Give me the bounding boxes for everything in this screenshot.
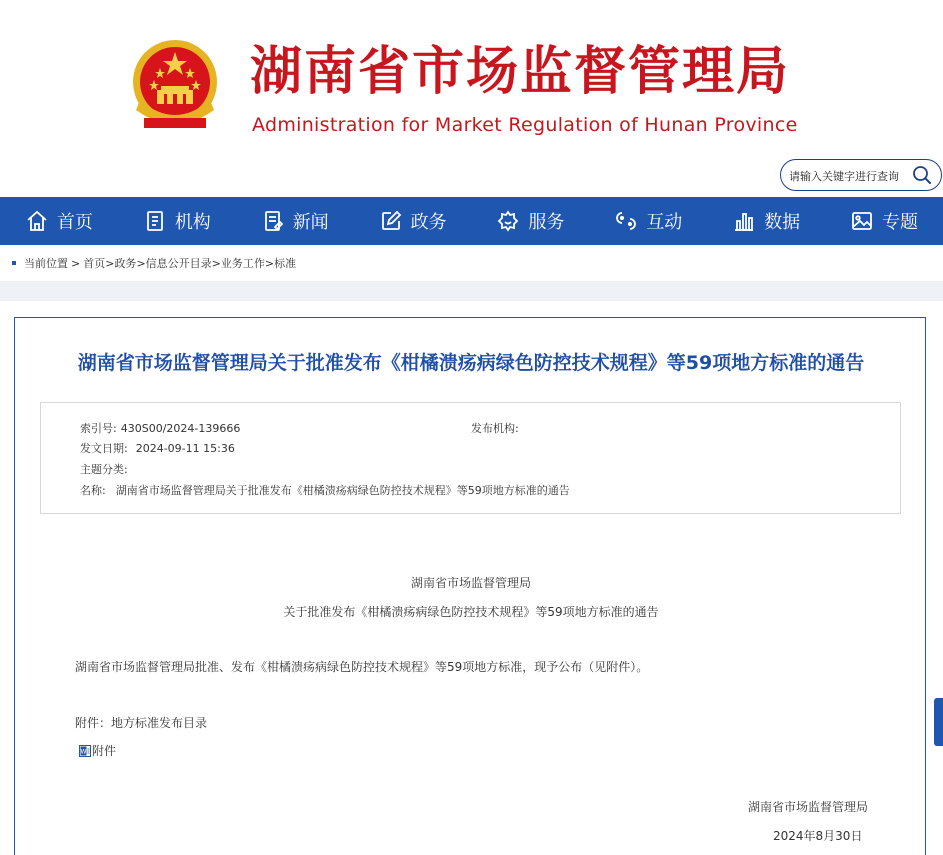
bar-chart-icon [732,209,756,233]
breadcrumb-separator: > [105,256,115,270]
meta-index-label: 索引号: [80,422,117,435]
home-icon [25,209,49,233]
meta-name-value: 湖南省市场监督管理局关于批准发布《柑橘溃疡病绿色防控技术规程》等59项地方标准的通告 [115,484,570,497]
breadcrumb [12,255,296,271]
document-meta-box [40,402,901,514]
organization-icon [143,209,167,233]
site-title-chinese: 湖南省市场监督管理局 [250,42,791,102]
nav-item-label: 数据 [764,212,801,233]
main-nav [0,197,943,245]
breadcrumb-prefix: 当前位置 [24,257,68,270]
divider-band [0,281,943,301]
edit-icon [379,209,403,233]
news-icon [261,209,285,233]
nav-item-label: 新闻 [292,212,329,233]
signature-date: 2024年8月30日 [773,829,863,843]
nav-item-label: 政务 [410,212,447,233]
breadcrumb-item-government[interactable]: 政务 [114,257,137,270]
search-box [780,159,942,191]
image-icon [850,209,874,233]
nav-item-interaction[interactable] [589,197,707,245]
breadcrumb-separator: > [264,256,275,270]
nav-item-label: 首页 [56,212,93,233]
notice-heading-subject: 关于批准发布《柑橘溃疡病绿色防控技术规程》等59项地方标准的通告 [283,605,659,619]
breadcrumb-separator: > [71,256,81,270]
meta-index-value: 430S00/2024-139666 [120,422,241,435]
nav-item-special-topics[interactable] [825,197,943,245]
nav-item-services[interactable] [472,197,590,245]
attachment-link-label: 附件 [92,744,117,758]
nav-item-government-affairs[interactable] [354,197,472,245]
breadcrumb-item-info-catalog[interactable]: 信息公开目录 [145,257,212,270]
meta-name-label: 名称: [80,484,106,497]
meta-date [80,440,235,456]
meta-category-label: 主题分类: [80,463,128,476]
search-input[interactable] [789,167,913,185]
nav-item-data[interactable] [707,197,825,245]
meta-date-value: 2024-09-11 15:36 [135,442,235,455]
nav-item-label: 服务 [528,212,565,233]
svg-text:W: W [80,748,87,755]
service-icon [496,209,520,233]
attachment-link[interactable] [79,742,116,759]
national-emblem-icon [130,38,220,134]
site-header [0,0,943,197]
meta-name [80,482,570,498]
meta-publisher-label: 发布机构: [471,422,519,435]
nav-item-label: 专题 [882,212,919,233]
breadcrumb-item-home[interactable]: 首页 [83,257,106,270]
breadcrumb-separator: > [211,256,221,270]
breadcrumb-separator: > [136,256,146,270]
article-title: 湖南省市场监督管理局关于批准发布《柑橘溃疡病绿色防控技术规程》等59项地方标准的通告 [77,352,865,374]
meta-index [80,420,240,436]
word-document-icon [79,745,91,757]
nav-item-label: 互动 [646,212,683,233]
notice-paragraph: 湖南省市场监督管理局批准、发布《柑橘溃疡病绿色防控技术规程》等59项地方标准，现予公布（见附件）。 [75,660,649,674]
nav-item-news[interactable] [236,197,354,245]
meta-category [80,461,132,477]
nav-item-label: 机构 [174,212,211,233]
interaction-icon [614,209,638,233]
notice-heading-org: 湖南省市场监督管理局 [410,576,531,590]
breadcrumb-item-standards[interactable]: 标准 [274,257,297,270]
side-float-tab[interactable] [934,698,943,746]
meta-date-label: 发文日期: [80,442,128,455]
signature-org: 湖南省市场监督管理局 [748,800,869,814]
article-container [14,317,926,855]
meta-publisher [471,420,523,436]
nav-item-home[interactable] [0,197,118,245]
search-icon[interactable] [912,165,932,185]
site-title-english: Administration for Market Regulation of Hunan Province [252,114,798,136]
attachment-note: 附件：地方标准发布目录 [75,716,208,730]
breadcrumb-marker [12,261,16,265]
breadcrumb-item-business[interactable]: 业务工作 [220,257,265,270]
nav-item-organization[interactable] [118,197,236,245]
